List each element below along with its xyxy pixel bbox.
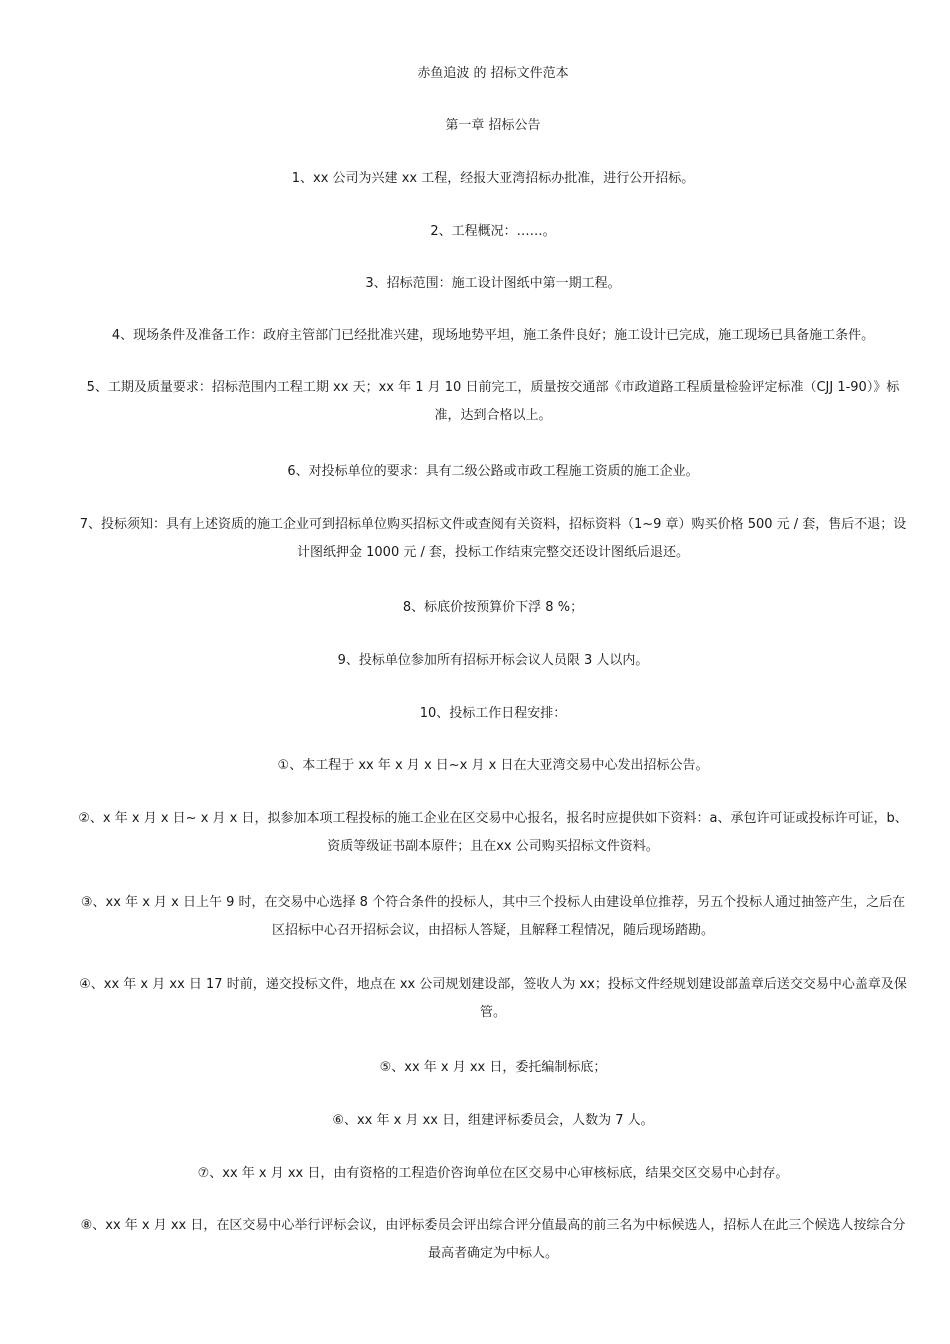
paragraph-6: 6、对投标单位的要求：具有二级公路或市政工程施工资质的施工企业。 [287, 464, 699, 479]
schedule-item-8: ⑧、xx 年 x 月 xx 日，在区交易中心举行评标会议，由评标委员会评出综合评分值最高的前三名为中标候选人，招标人在此三个候选人按综合分最高者确定为中标人。 [80, 1218, 906, 1261]
schedule-item-3: ③、xx 年 x 月 x 日上午 9 时，在交易中心选择 8 个符合条件的投标人，其中三个投标人由建设单位推荐，另五个投标人通过抽签产生，之后在区招标中心召开招标会议，由招标人答疑，且解释工程情况，随后现场踏勘。 [80, 895, 906, 938]
paragraph-9: 9、投标单位参加所有招标开标会议人员限 3 人以内。 [337, 653, 649, 668]
schedule-item-7: ⑦、xx 年 x 月 xx 日，由有资格的工程造价咨询单位在区交易中心审核标底，结果交区交易中心封存。 [197, 1166, 789, 1181]
paragraph-1: 1、xx 公司为兴建 xx 工程，经报大亚湾招标办批准，进行公开招标。 [291, 171, 695, 186]
document-title: 赤鱼追波 的 招标文件范本 [417, 66, 569, 81]
paragraph-4: 4、现场条件及准备工作：政府主管部门已经批准兴建，现场地势平坦，施工条件良好；施工设计已完成，施工现场已具备施工条件。 [111, 328, 875, 343]
schedule-item-5: ⑤、xx 年 x 月 xx 日，委托编制标底； [379, 1060, 607, 1075]
paragraph-10: 10、投标工作日程安排： [419, 706, 567, 721]
paragraph-5: 5、工期及质量要求：招标范围内工程工期 xx 天；xx 年 1 月 10 日前完工，质量按交通部《市政道路工程质量检验评定标准（CJJ 1-90）》标准，达到合格以上。 [86, 380, 900, 423]
paragraph-2: 2、工程概况：……。 [430, 224, 556, 239]
schedule-item-4: ④、xx 年 x 月 xx 日 17 时前，递交投标文件，地点在 xx 公司规划建设部，签收人为 xx；投标文件经规划建设部盖章后送交交易中心盖章及保管。 [79, 977, 907, 1020]
paragraph-8: 8、标底价按预算价下浮 8 %； [402, 600, 584, 615]
paragraph-3: 3、招标范围：施工设计图纸中第一期工程。 [365, 276, 621, 291]
chapter-heading: 第一章 招标公告 [445, 118, 541, 133]
schedule-item-2: ②、x 年 x 月 x 日~ x 月 x 日，拟参加本项工程投标的施工企业在区交易中心报名，报名时应提供如下资料：a、承包许可证或投标许可证，b、资质等级证书副本原件；且在xx 公司购买招标文件资料。 [78, 811, 908, 854]
schedule-item-1: ①、本工程于 xx 年 x 月 x 日~x 月 x 日在大亚湾交易中心发出招标公告。 [277, 758, 709, 773]
schedule-item-6: ⑥、xx 年 x 月 xx 日，组建评标委员会，人数为 7 人。 [332, 1113, 654, 1128]
paragraph-7: 7、投标须知：具有上述资质的施工企业可到招标单位购买招标文件或查阅有关资料，招标资料（1~9 章）购买价格 500 元 / 套，售后不退；设计图纸押金 1000 元 / 套，投标工作结束完整交还设计图纸后退还。 [79, 517, 907, 560]
